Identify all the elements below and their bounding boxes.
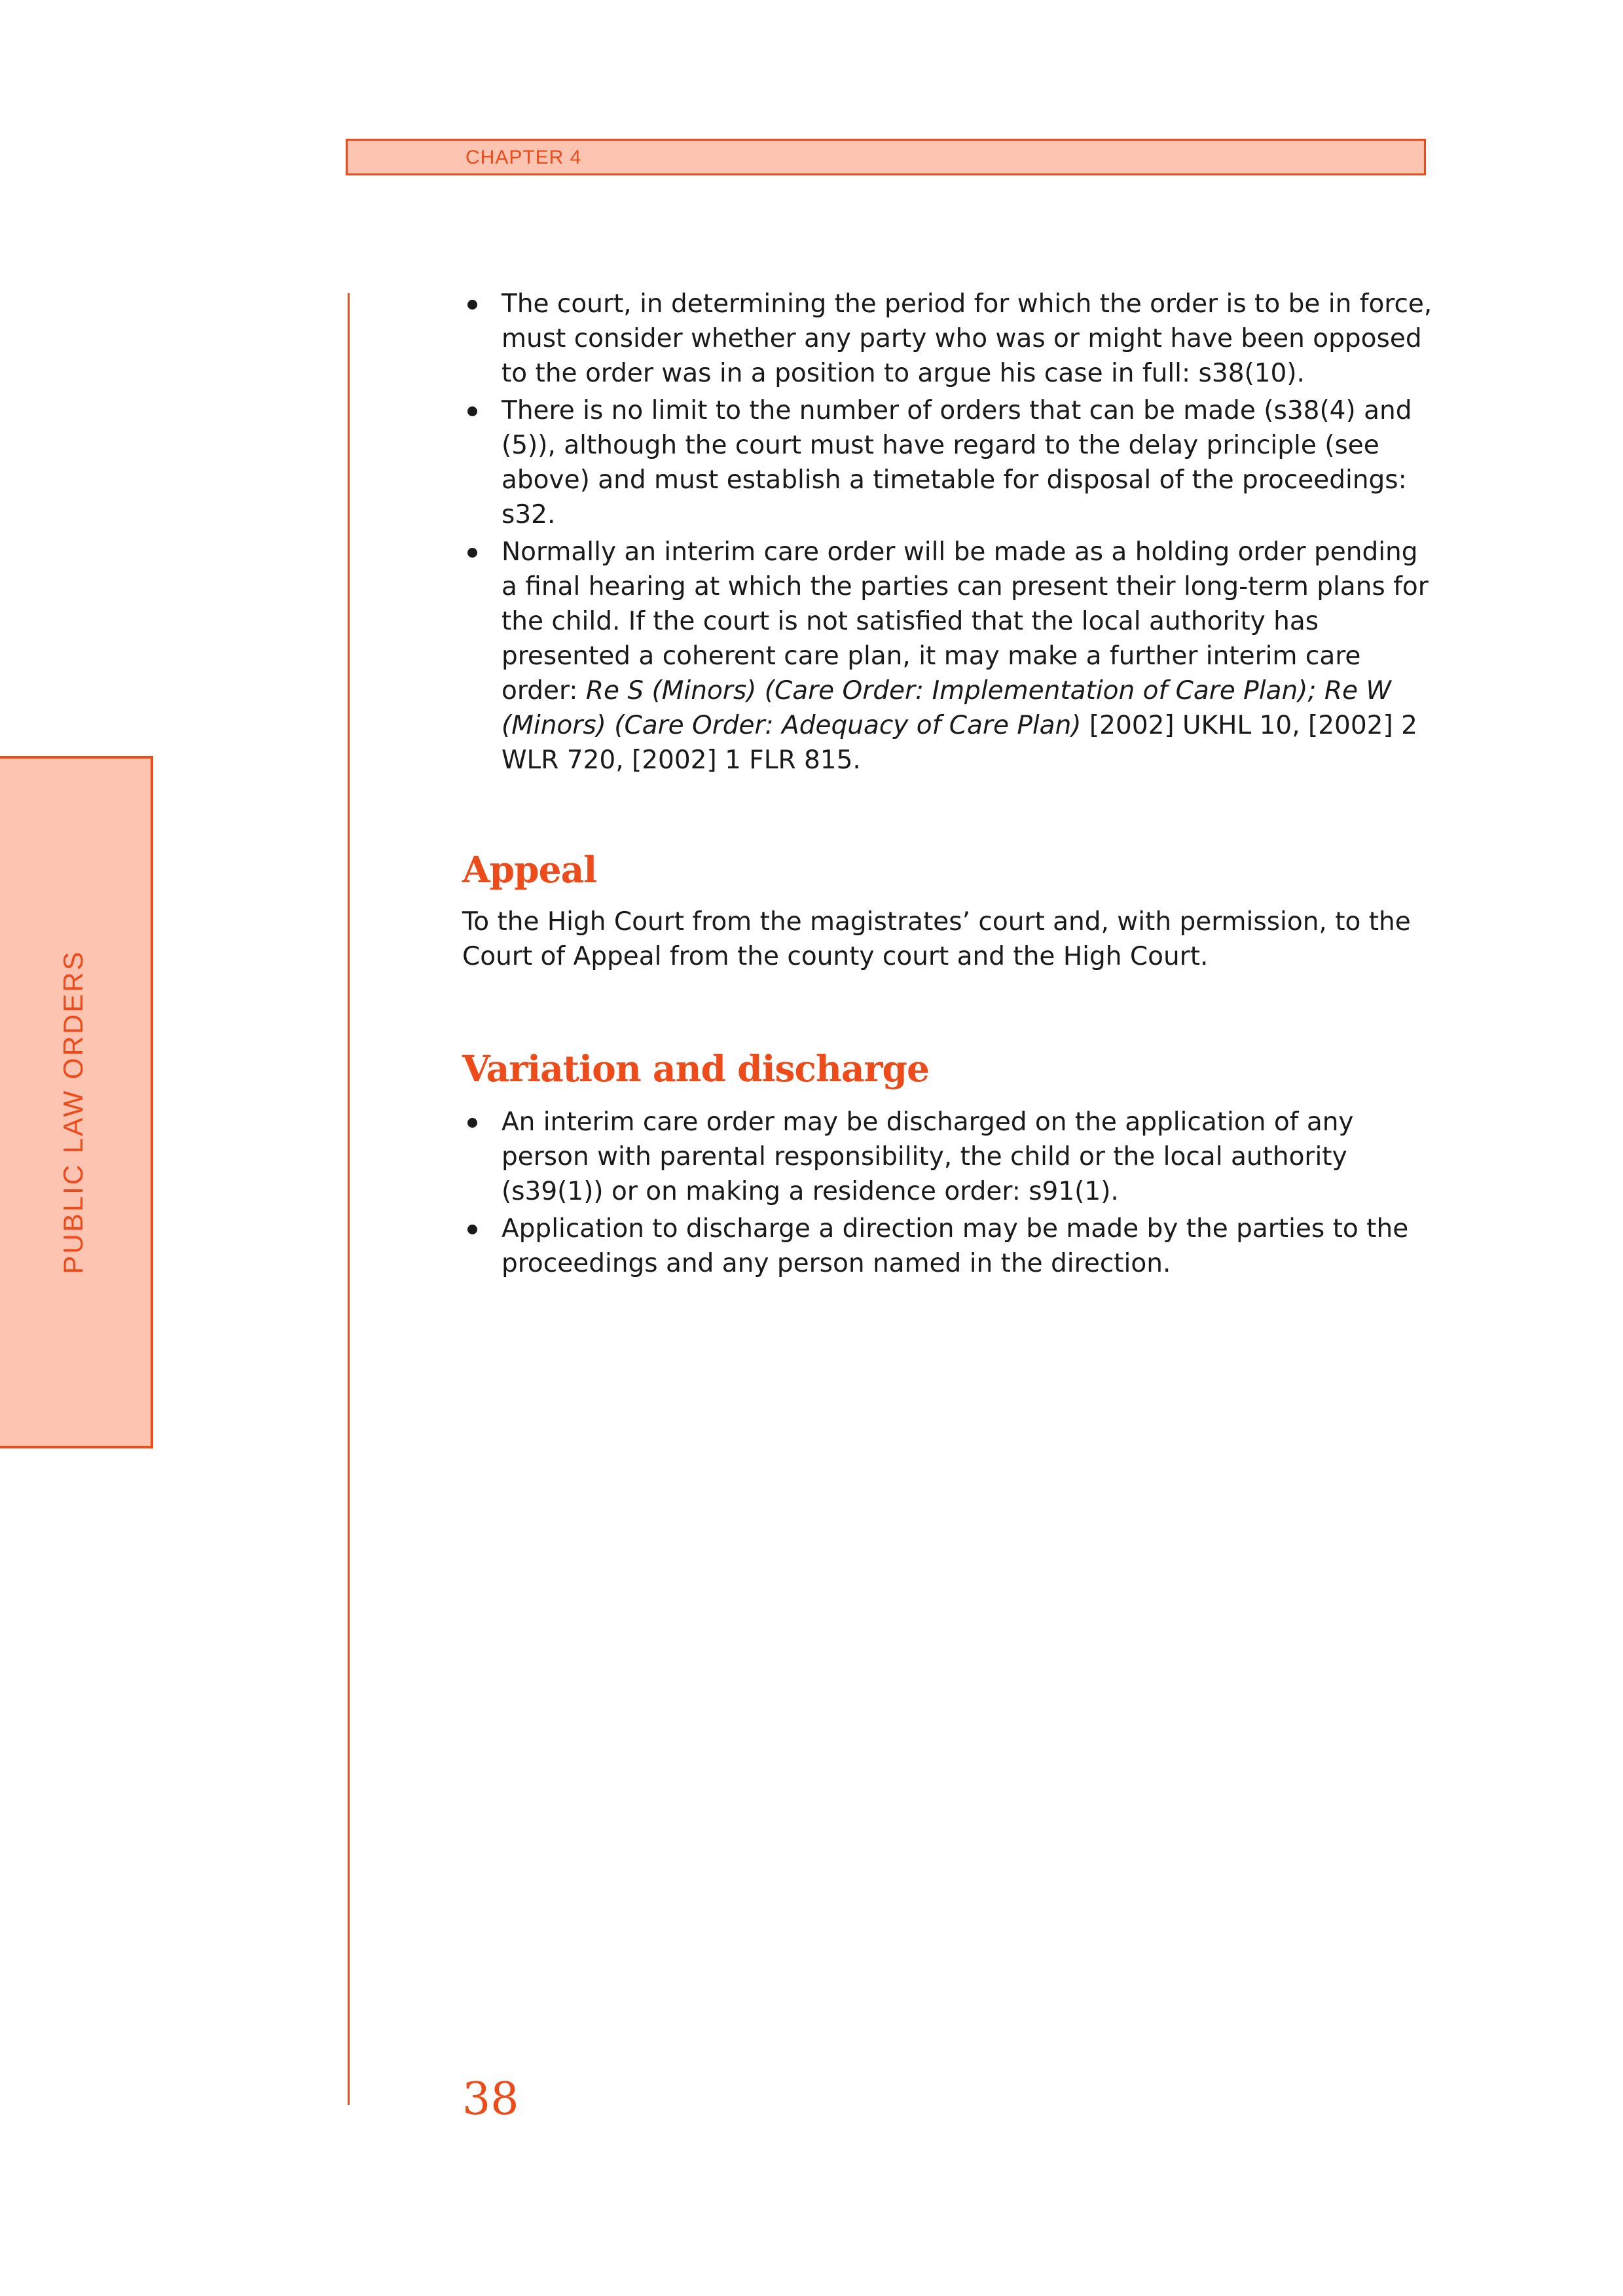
appeal-heading: Appeal [462, 848, 597, 891]
appeal-paragraph: To the High Court from the magistrates’ court and, with permission, to the Court of Appeal from the county court and the High Court. [462, 907, 1411, 971]
list-item-text: An interim care order may be discharged on the application of any person with parental responsibility, the child or the local authority (s39(1)) or on making a residence order: s91(1). [501, 1107, 1354, 1206]
section-side-tab [0, 756, 153, 1448]
list-item [462, 287, 1438, 391]
chapter-label: CHAPTER 4 [465, 147, 582, 168]
margin-rule [348, 293, 350, 2105]
list-item-text-before: Normally an interim care order will be made as a holding order pending a final hearing at which the parties can present their long-term plans for the child. If the court is not satisfied that the local authority has presented a coherent care plan, it may make a further interim care order: [501, 537, 1429, 706]
list-item-text: The court, in determining the period for which the order is to be in force, must consider whether any party who was or might have been opposed to the order was in a position to argue his case in full: s38(10). [501, 289, 1432, 388]
intro-bullet-list [462, 287, 1438, 778]
bullet-icon [467, 300, 477, 310]
page-number: 38 [462, 2073, 519, 2125]
list-item [462, 1211, 1438, 1281]
chapter-header-bar [346, 139, 1426, 175]
bullet-icon [467, 1118, 477, 1128]
variation-bullet-list [462, 1105, 1438, 1281]
list-item-text: Application to discharge a direction may be made by the parties to the proceedings and any person named in the direction. [501, 1214, 1409, 1278]
case-citation-name: Re S (Minors) (Care Order: Implementation of Care Plan); Re W (Minors) (Care Order: Adequacy of Care Plan) [501, 676, 1391, 740]
side-tab-label: PUBLIC LAW ORDERS [58, 950, 88, 1274]
bullet-icon [467, 548, 477, 558]
list-item [462, 535, 1438, 778]
bullet-icon [467, 406, 477, 416]
list-item-text: There is no limit to the number of orders that can be made (s38(4) and (5)), although the court must have regard to the delay principle (see above) and must establish a timetable for disposal of the proceedings: s32. [501, 396, 1412, 529]
list-item-text-after: [2002] UKHL 10, [2002] 2 WLR 720, [2002] 1 FLR 815. [501, 711, 1417, 775]
list-item [462, 1105, 1438, 1209]
bullet-icon [467, 1225, 477, 1234]
main-content [462, 287, 1438, 1283]
list-item [462, 393, 1438, 532]
variation-heading: Variation and discharge [462, 1047, 929, 1090]
